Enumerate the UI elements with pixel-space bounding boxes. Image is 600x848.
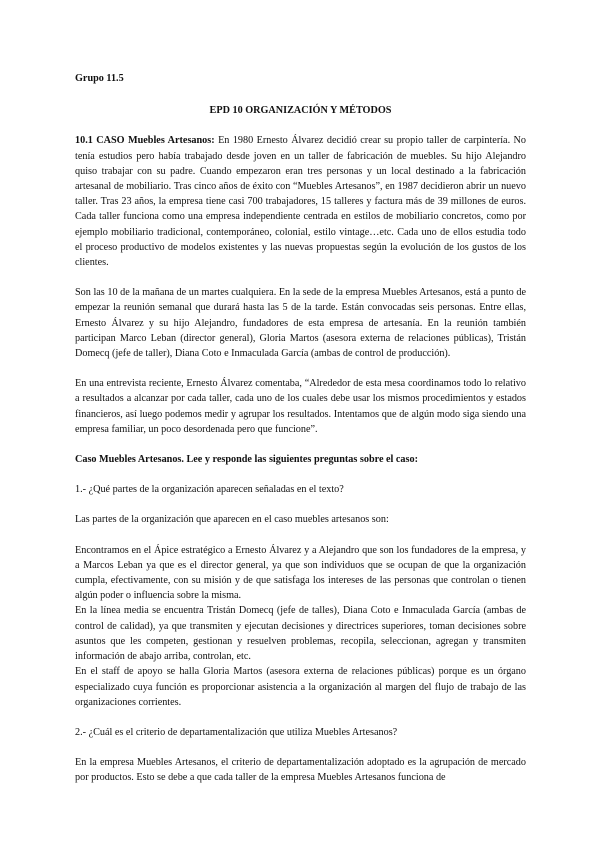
case-paragraph-3: En una entrevista reciente, Ernesto Álvarez comentaba, “Alrededor de esta mesa coordinamos todo lo relativo a resultados a alcanzar por cada taller, cada uno de los cuales debe usar los mismos procedimientos y estados financieros, así luego podemos medir y agrupar los resultados. Intentamos que de algún modo siga siendo una empresa familiar, un poco desordenada pero que funcione”. <box>75 378 526 435</box>
question-2: 2.- ¿Cuál es el criterio de departamentalización que utiliza Muebles Artesanos? <box>75 726 398 738</box>
case-paragraph-1 <box>75 133 526 270</box>
answer-2-paragraph-1: En la empresa Muebles Artesanos, el criterio de departamentalización adoptado es la agrupación de mercado por productos. Esto se debe a que cada taller de la empresa Muebles Artesanos funciona de <box>75 757 526 784</box>
case-paragraph-1-text: En 1980 Ernesto Álvarez decidió crear su propio taller de carpintería. No tenía estudios pero había trabajado desde joven en un taller de fabricación de muebles. Su hijo Alejandro quiso trabajar con su padre. Cuando empezaron eran tres personas y un local destinado a la fabricación artesanal de mobiliario. Tras cinco años de éxito con “Muebles Artesanos”, en 1987 decidieron abrir un nuevo taller. Tras 23 años, la empresa tiene casi 700 trabajadores, 15 talleres y factura más de 39 millones de euros. Cada taller funciona como una empresa independiente centrada en estilos de mobiliario concretos, como por ejemplo mobiliario tradicional, contemporáneo, colonial, estilo vintage…etc. Cada uno de ellos estudia todo el proceso productivo de modelos existentes y las nuevas propuestas según la evolución de los gustos de los clientes. <box>75 135 526 269</box>
question-1: 1.- ¿Qué partes de la organización aparecen señaladas en el texto? <box>75 484 344 496</box>
answer-1-intro: Las partes de la organización que aparecen en el caso muebles artesanos son: <box>75 514 389 526</box>
group-label: Grupo 11.5 <box>75 73 124 84</box>
document-body <box>75 71 526 786</box>
case-heading: 10.1 CASO Muebles Artesanos: <box>75 135 215 147</box>
document-title: EPD 10 ORGANIZACIÓN Y MÉTODOS <box>209 105 392 117</box>
case-paragraph-2: Son las 10 de la mañana de un martes cualquiera. En la sede de la empresa Muebles Artesanos, está a punto de empezar la reunión semanal que durará hasta las 5 de la tarde. Están convocadas seis personas. Entre ellas, Ernesto Álvarez y su hijo Alejandro, fundadores de esta empresa de artesanía. En la reunión también participan Marco Leban (director general), Gloria Martos (asesora externa de relaciones públicas), Tristán Domecq (jefe de taller), Diana Coto e Inmaculada García (ambas de control de producción). <box>75 287 526 360</box>
answer-1-paragraph-1: Encontramos en el Ápice estratégico a Ernesto Álvarez y a Alejandro que son los fundadores de la empresa, y a Marcos Leban ya que es el director general, ya que son individuos que se ocupan de que la organización cumpla, efectivamente, con su misión y de que satisfaga los intereses de las personas que controlan o tienen algún poder o influencia sobre la misma. <box>75 544 526 602</box>
questions-heading: Caso Muebles Artesanos. Lee y responde las siguientes preguntas sobre el caso: <box>75 454 418 466</box>
answer-1-paragraph-2: En la línea media se encuentra Tristán Domecq (jefe de talles), Diana Coto e Inmaculada García (ambas de control de calidad), ya que transmiten y ejecutan decisiones y directrices superiores, toman decisiones sobre asuntos que les competen, gestionan y resuelven problemas, recopila, seleccionan, agregan y transmiten información de abajo arriba, controlan, etc. <box>75 605 526 663</box>
answer-1-paragraph-3: En el staff de apoyo se halla Gloria Martos (asesora externa de relaciones públicas) porque es un órgano especializado cuya función es proporcionar asistencia a la organización al margen del flujo de trabajo de las organizaciones corrientes. <box>75 666 526 708</box>
